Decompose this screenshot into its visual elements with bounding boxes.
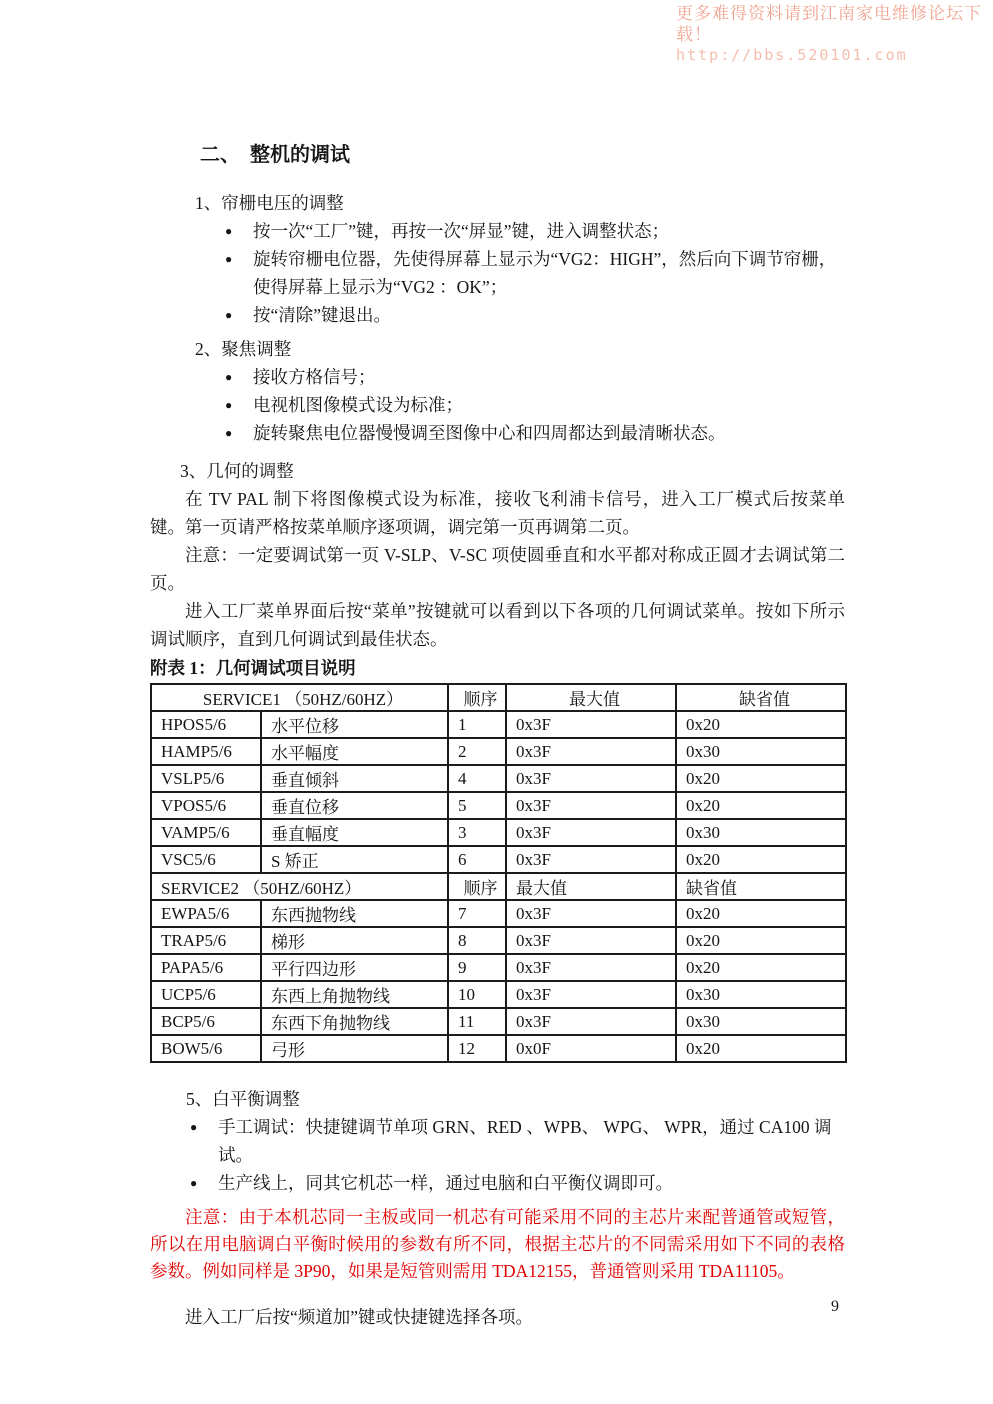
table-row [151, 846, 846, 873]
table-row [151, 1008, 846, 1035]
cell-order: 10 [448, 981, 506, 1008]
table-row [151, 900, 846, 927]
list-item-text: 接收方格信号； [253, 367, 376, 387]
bullet-icon: ● [190, 1176, 198, 1190]
cell-code: UCP5/6 [151, 981, 261, 1008]
table-row [151, 738, 846, 765]
table-row [151, 981, 846, 1008]
list-item [150, 1169, 845, 1197]
list-item [150, 301, 845, 329]
watermark-text: 更多难得资料请到江南家电维修论坛下载！ [676, 4, 982, 44]
table-subheader-row [151, 873, 846, 900]
cell-order: 8 [448, 927, 506, 954]
cell-max: 0x3F [506, 1008, 676, 1035]
cell-order: 6 [448, 846, 506, 873]
cell-max: 0x3F [506, 765, 676, 792]
list-item [150, 391, 845, 419]
cell-code: HPOS5/6 [151, 711, 261, 738]
list-item-text: 旋转帘栅电位器，先使得屏幕上显示为“VG2：HIGH”，然后向下调节帘栅，使得屏幕上显示为“VG2 ：OK”； [253, 249, 837, 297]
cell-code: VSC5/6 [151, 846, 261, 873]
watermark-url: http://bbs.520101.com [676, 46, 908, 64]
watermark [676, 3, 993, 66]
cell-default: 0x20 [676, 765, 846, 792]
cell-desc: 梯形 [261, 927, 448, 954]
cell-desc: 平行四边形 [261, 954, 448, 981]
paragraph: 进入工厂菜单界面后按“菜单”按键就可以看到以下各项的几何调试菜单。按如下所示调试顺序，直到几何调试到最佳状态。 [150, 601, 845, 649]
header-max2: 最大值 [506, 873, 676, 900]
table-row [151, 1035, 846, 1062]
page-number: 9 [831, 1298, 839, 1315]
cell-order: 5 [448, 792, 506, 819]
table-row [151, 927, 846, 954]
list-item [150, 245, 845, 301]
list-item-text: 手工调试：快捷键调节单项 GRN、RED 、WPB、 WPG、 WPR，通过 CA100 调试。 [218, 1117, 832, 1165]
header-service2: SERVICE2 （50HZ/60HZ） [151, 873, 448, 900]
bullet-icon: ● [225, 224, 233, 238]
header-max: 最大值 [506, 684, 676, 711]
list-item [150, 363, 845, 391]
bullet-icon: ● [225, 398, 233, 412]
cell-default: 0x20 [676, 900, 846, 927]
cell-default: 0x20 [676, 927, 846, 954]
cell-default: 0x30 [676, 738, 846, 765]
table-header-row [151, 684, 846, 711]
cell-default: 0x30 [676, 819, 846, 846]
cell-code: VPOS5/6 [151, 792, 261, 819]
cell-order: 3 [448, 819, 506, 846]
cell-order: 2 [448, 738, 506, 765]
list-item [150, 217, 845, 245]
cell-desc: 垂直倾斜 [261, 765, 448, 792]
section1-heading: 1、帘栅电压的调整 [195, 193, 344, 213]
cell-desc: 水平幅度 [261, 738, 448, 765]
cell-code: VSLP5/6 [151, 765, 261, 792]
cell-order: 4 [448, 765, 506, 792]
cell-order: 12 [448, 1035, 506, 1062]
cell-code: BCP5/6 [151, 1008, 261, 1035]
header-order: 顺序 [448, 684, 506, 711]
cell-desc: S 矫正 [261, 846, 448, 873]
cell-code: HAMP5/6 [151, 738, 261, 765]
cell-max: 0x3F [506, 711, 676, 738]
geometry-adjust-table [150, 683, 847, 1063]
table-row [151, 765, 846, 792]
bullet-icon: ● [225, 308, 233, 322]
cell-max: 0x3F [506, 927, 676, 954]
cell-default: 0x20 [676, 792, 846, 819]
table-row [151, 819, 846, 846]
list-item-text: 生产线上，同其它机芯一样，通过电脑和白平衡仪调即可。 [218, 1173, 673, 1193]
header-service1: SERVICE1 （50HZ/60HZ） [151, 684, 448, 711]
cell-code: PAPA5/6 [151, 954, 261, 981]
paragraph: 在 TV PAL 制下将图像模式设为标准，接收飞利浦卡信号，进入工厂模式后按菜单键。第一页请严格按菜单顺序逐项调，调完第一页再调第二页。 [150, 489, 845, 537]
paragraph: 注意：一定要调试第一页 V-SLP、V-SC 项使圆垂直和水平都对称成正圆才去调试第二页。 [150, 545, 845, 593]
list-item-text: 电视机图像模式设为标准； [253, 395, 463, 415]
cell-default: 0x30 [676, 1008, 846, 1035]
cell-order: 7 [448, 900, 506, 927]
section5-heading: 5、白平衡调整 [186, 1089, 300, 1109]
header-default: 缺省值 [676, 684, 846, 711]
list-item-text: 按“清除”键退出。 [253, 305, 392, 325]
cell-desc: 垂直幅度 [261, 819, 448, 846]
section2-heading: 2、聚焦调整 [195, 339, 292, 359]
warning-note: 注意：由于本机芯同一主板或同一机芯有可能采用不同的主芯片来配普通管或短管，所以在用电脑调白平衡时候用的参数有所不同，根据主芯片的不同需采用如下不同的表格参数。例如同样是 3P90，如果是短管则需用 TDA12155，普通管则采用 TDA11105。 [150, 1207, 845, 1281]
bullet-icon: ● [225, 426, 233, 440]
cell-desc: 东西下角抛物线 [261, 1008, 448, 1035]
cell-code: BOW5/6 [151, 1035, 261, 1062]
bullet-icon: ● [190, 1120, 198, 1134]
cell-default: 0x20 [676, 954, 846, 981]
table-row [151, 792, 846, 819]
list-item-text: 旋转聚焦电位器慢慢调至图像中心和四周都达到最清晰状态。 [253, 423, 726, 443]
cell-default: 0x20 [676, 846, 846, 873]
cell-default: 0x20 [676, 711, 846, 738]
header-order2: 顺序 [448, 873, 506, 900]
bullet-icon: ● [225, 252, 233, 266]
cell-desc: 弓形 [261, 1035, 448, 1062]
cell-default: 0x20 [676, 1035, 846, 1062]
table-caption: 附表 1：几何调试项目说明 [150, 658, 356, 678]
closing-paragraph: 进入工厂后按“频道加”键或快捷键选择各项。 [185, 1306, 534, 1327]
page-title: 二、 整机的调试 [200, 144, 350, 166]
cell-max: 0x3F [506, 738, 676, 765]
cell-default: 0x30 [676, 981, 846, 1008]
list-item [150, 1113, 845, 1169]
section3-heading: 3、几何的调整 [180, 461, 294, 481]
cell-max: 0x3F [506, 792, 676, 819]
cell-order: 1 [448, 711, 506, 738]
document-content [150, 138, 845, 1332]
cell-desc: 垂直位移 [261, 792, 448, 819]
cell-order: 9 [448, 954, 506, 981]
list-item [150, 419, 845, 447]
cell-code: EWPA5/6 [151, 900, 261, 927]
cell-max: 0x3F [506, 846, 676, 873]
cell-max: 0x3F [506, 981, 676, 1008]
list-item-text: 按一次“工厂”键，再按一次“屏显”键，进入调整状态； [253, 221, 670, 241]
table-row [151, 711, 846, 738]
cell-max: 0x0F [506, 1035, 676, 1062]
cell-order: 11 [448, 1008, 506, 1035]
cell-desc: 水平位移 [261, 711, 448, 738]
header-default2: 缺省值 [676, 873, 846, 900]
bullet-icon: ● [225, 370, 233, 384]
cell-desc: 东西上角抛物线 [261, 981, 448, 1008]
cell-desc: 东西抛物线 [261, 900, 448, 927]
cell-code: TRAP5/6 [151, 927, 261, 954]
cell-max: 0x3F [506, 819, 676, 846]
table-row [151, 954, 846, 981]
cell-max: 0x3F [506, 954, 676, 981]
cell-max: 0x3F [506, 900, 676, 927]
cell-code: VAMP5/6 [151, 819, 261, 846]
